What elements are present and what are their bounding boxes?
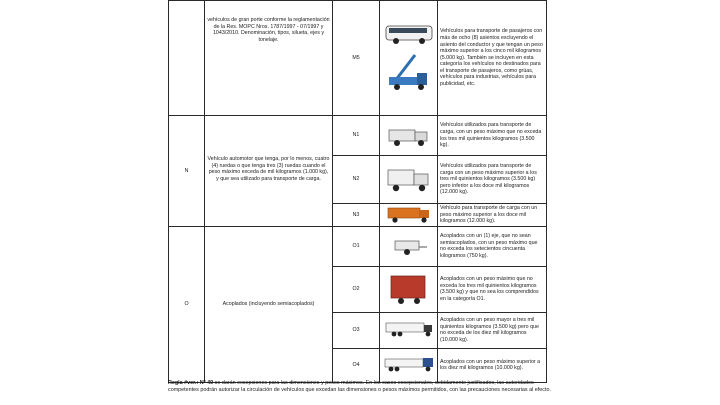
vehicle-image-cell	[380, 156, 438, 204]
category-code-n: N	[169, 116, 205, 227]
heavy-truck-image	[386, 206, 432, 224]
crane-truck-image	[385, 51, 433, 93]
subcategory-n2-text: Vehículos utilizados para transporte de carga con un peso máximo superior a los tres mil quinientos kilogramos (3.500 kg) pero inferior a los doce mil kilogramos (12.000 kg).	[438, 156, 547, 204]
small-trailer-image	[389, 235, 429, 257]
subcategory-n3-text: Vehículo para transporte de carga con un peso máximo superior a los doce mil kilogramos (12.000 kg).	[438, 204, 547, 227]
subcategory-code-o2: O2	[333, 266, 380, 312]
vehicle-image-cell	[380, 226, 438, 266]
subcategory-o4-text: Acoplados con un peso máximo superior a los diez mil kilogramos (10.000 kg).	[438, 348, 547, 382]
category-cell	[169, 1, 205, 116]
medium-truck-image	[386, 166, 432, 194]
table-row	[169, 116, 547, 156]
subcategory-code-n3: N3	[333, 204, 380, 227]
subcategory-m5-text: Vehículos para transporte de pasajeros con más de ocho (8) asientos excluyendo el asiento del conductor y que tengan un peso máximo superior a los cinco mil kilogramos (5.000 kg). También se incluyen en esta categoría los vehículos no destinados para el transporte de pasajeros, como grúas, vehículos para industrias, vehículos para publicidad, etc.	[438, 1, 547, 116]
subcategory-code-n2: N2	[333, 156, 380, 204]
table-row	[169, 1, 547, 116]
subcategory-code-o4: O4	[333, 348, 380, 382]
footnote-text: se darán excepciones para las dimensiones y pesos máximos. En los casos excepcionales, debidamente justificados, las autoridades competentes podrán autorizar la circulación de vehículos que excedan las dimensiones o pesos máximos permitidos, con las precauciones necesarias al efecto.	[168, 380, 551, 393]
bus-image	[384, 23, 434, 45]
subcategory-code-m5: M5	[333, 1, 380, 116]
subcategory-o1-text: Acoplados con un (1) eje, que no sean semiacoplados, con un peso máximo que no exceda los setecientos cincuenta kilogramos (750 kg).	[438, 226, 547, 266]
vehicle-category-table	[168, 0, 547, 383]
table-row	[169, 226, 547, 266]
category-n-description: Vehículo automotor que tenga, por lo menos, cuatro (4) ruedas o que tenga tres (3) ruedas cuando el peso máximo exceda de mil kilogramos (1.000 kg), y que sea utilizado para transporte de carga.	[205, 116, 333, 227]
category-code-o: O	[169, 226, 205, 382]
subcategory-code-o3: O3	[333, 312, 380, 348]
vehicle-image-cell	[380, 116, 438, 156]
subcategory-o3-text: Acoplados con un peso mayor a tres mil quinientos kilogramos (3.500 kg) pero que no exceda de los diez mil kilogramos (10.000 kg).	[438, 312, 547, 348]
vehicle-image-cell	[380, 266, 438, 312]
light-truck-image	[387, 124, 431, 148]
vehicle-image-cell	[380, 1, 438, 116]
footnote-label: Regla #ver.: Nº 49	[168, 380, 214, 386]
subcategory-n1-text: Vehículos utilizados para transporte de carga, con un peso máximo que no exceda los tres mil quinientos kilogramos (3.500 kg).	[438, 116, 547, 156]
category-m-description: vehículos de gran porte conforme la reglamentación de la Res. MOPC Nros. 1787/1997 - 07/1997 y 1043/2010. Denominación, tipos, silueta, ejes y tonelaje.	[205, 1, 333, 116]
vehicle-image-cell	[380, 204, 438, 227]
subcategory-code-n1: N1	[333, 116, 380, 156]
vehicle-image-cell	[380, 348, 438, 382]
subcategory-code-o1: O1	[333, 226, 380, 266]
subcategory-o2-text: Acoplados con un peso máximo que no exceda los tres mil quinientos kilogramos (3.500 kg) y que no sea los comprendidos en la categoría O1.	[438, 266, 547, 312]
category-o-description: Acoplados (incluyendo semiacoplados)	[205, 226, 333, 382]
box-trailer-image	[387, 272, 431, 306]
vehicle-image-cell	[380, 312, 438, 348]
footnote	[168, 380, 552, 394]
semi-trailer-image	[384, 321, 434, 339]
heavy-semi-trailer-image	[383, 356, 435, 374]
